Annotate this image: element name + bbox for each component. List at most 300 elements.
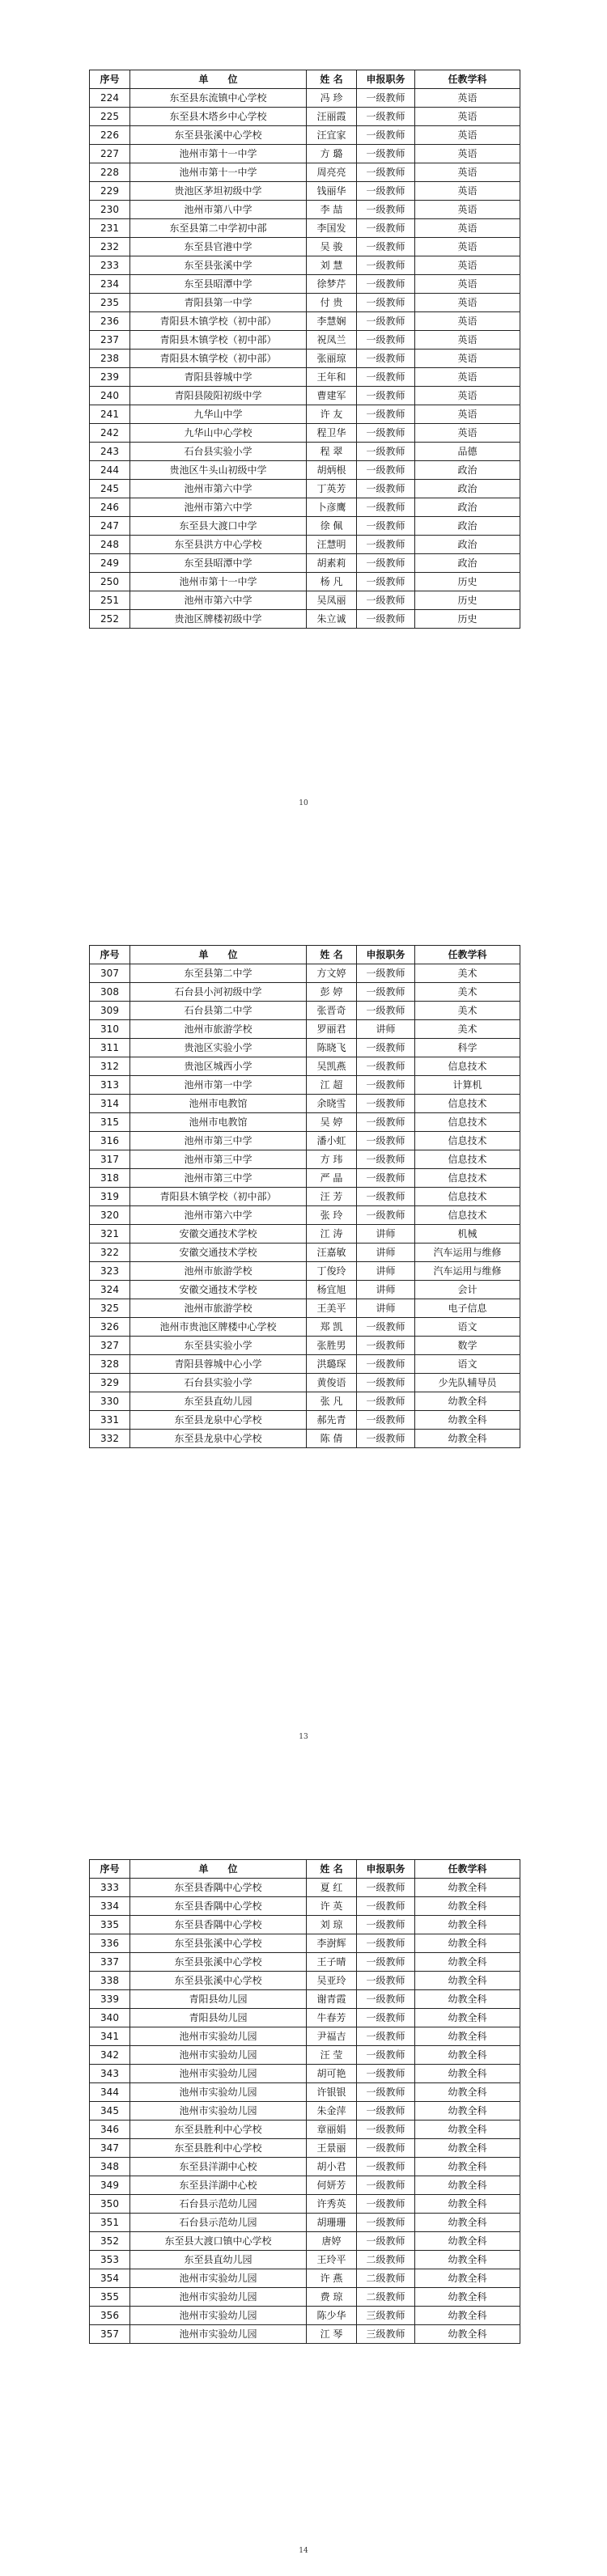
cell-name: 冯 珍 [307, 89, 357, 108]
header-name: 姓 名 [307, 946, 357, 964]
cell-subject: 英语 [415, 219, 520, 238]
cell-name: 李国发 [307, 219, 357, 238]
cell-seq-no: 244 [90, 461, 130, 480]
cell-unit: 池州市第十一中学 [130, 573, 307, 591]
cell-subject: 语文 [415, 1318, 520, 1337]
cell-unit: 东至县实验小学 [130, 1337, 307, 1355]
cell-subject: 幼教全科 [415, 1953, 520, 1972]
cell-rank: 一级教师 [357, 1318, 415, 1337]
cell-seq-no: 310 [90, 1020, 130, 1039]
table-row [90, 1879, 520, 1897]
cell-name: 严 晶 [307, 1169, 357, 1188]
table-row [90, 2083, 520, 2102]
cell-subject: 幼教全科 [415, 1897, 520, 1916]
cell-unit: 东至县第二中学初中部 [130, 219, 307, 238]
cell-seq-no: 340 [90, 2009, 130, 2027]
table-row [90, 145, 520, 163]
table-row [90, 368, 520, 387]
cell-subject: 历史 [415, 591, 520, 610]
cell-unit: 池州市实验幼儿园 [130, 2325, 307, 2344]
cell-unit: 青阳县陵阳初级中学 [130, 387, 307, 405]
cell-subject: 幼教全科 [415, 2102, 520, 2121]
cell-name: 曹建军 [307, 387, 357, 405]
cell-seq-no: 327 [90, 1337, 130, 1355]
cell-seq-no: 319 [90, 1188, 130, 1206]
cell-rank: 一级教师 [357, 1374, 415, 1392]
cell-seq-no: 320 [90, 1206, 130, 1225]
cell-unit: 石台县示范幼儿园 [130, 2214, 307, 2232]
cell-seq-no: 351 [90, 2214, 130, 2232]
cell-name: 李澍辉 [307, 1934, 357, 1953]
cell-unit: 贵池区牌楼初级中学 [130, 610, 307, 629]
cell-seq-no: 245 [90, 480, 130, 498]
header-seq-no: 序号 [90, 70, 130, 89]
header-rank: 申报职务 [357, 70, 415, 89]
table-row [90, 108, 520, 126]
cell-unit: 贵池区城西小学 [130, 1057, 307, 1076]
cell-name: 许 友 [307, 405, 357, 424]
cell-unit: 东至县张溪中心学校 [130, 1972, 307, 1990]
cell-subject: 英语 [415, 405, 520, 424]
cell-rank: 一级教师 [357, 238, 415, 256]
cell-name: 汪嘉敏 [307, 1244, 357, 1262]
table-row [90, 1057, 520, 1076]
cell-subject: 政治 [415, 498, 520, 517]
cell-subject: 信息技术 [415, 1132, 520, 1150]
cell-seq-no: 344 [90, 2083, 130, 2102]
cell-subject: 幼教全科 [415, 1972, 520, 1990]
table-row [90, 275, 520, 294]
cell-rank: 一级教师 [357, 1337, 415, 1355]
cell-name: 祝凤兰 [307, 331, 357, 350]
cell-rank: 三级教师 [357, 2307, 415, 2325]
cell-unit: 东至县洪方中心学校 [130, 536, 307, 554]
cell-subject: 幼教全科 [415, 1392, 520, 1411]
cell-subject: 幼教全科 [415, 2139, 520, 2158]
cell-subject: 政治 [415, 536, 520, 554]
cell-unit: 东至县洋湖中心校 [130, 2158, 307, 2176]
cell-subject: 英语 [415, 238, 520, 256]
cell-name: 江 超 [307, 1076, 357, 1095]
cell-seq-no: 241 [90, 405, 130, 424]
cell-name: 周亮亮 [307, 163, 357, 182]
cell-unit: 池州市实验幼儿园 [130, 2046, 307, 2065]
cell-name: 许秀英 [307, 2195, 357, 2214]
cell-seq-no: 356 [90, 2307, 130, 2325]
table-row [90, 1002, 520, 1020]
header-unit: 单 位 [130, 1860, 307, 1879]
cell-name: 胡炳根 [307, 461, 357, 480]
cell-seq-no: 240 [90, 387, 130, 405]
cell-subject: 语文 [415, 1355, 520, 1374]
roster-table [89, 1859, 520, 2344]
table-row [90, 498, 520, 517]
cell-seq-no: 346 [90, 2121, 130, 2139]
cell-unit: 池州市旅游学校 [130, 1020, 307, 1039]
cell-unit: 池州市第三中学 [130, 1132, 307, 1150]
table-row [90, 1411, 520, 1430]
cell-seq-no: 312 [90, 1057, 130, 1076]
cell-unit: 九华山中心学校 [130, 424, 307, 443]
cell-subject: 政治 [415, 554, 520, 573]
table-row [90, 2214, 520, 2232]
cell-unit: 石台县小河初级中学 [130, 983, 307, 1002]
table-row [90, 126, 520, 145]
cell-seq-no: 309 [90, 1002, 130, 1020]
cell-unit: 青阳县第一中学 [130, 294, 307, 312]
cell-name: 徐 佩 [307, 517, 357, 536]
cell-name: 唐婷 [307, 2232, 357, 2251]
cell-subject: 幼教全科 [415, 2288, 520, 2307]
table-row [90, 480, 520, 498]
cell-name: 汪 芳 [307, 1188, 357, 1206]
cell-seq-no: 230 [90, 201, 130, 219]
table-row [90, 2139, 520, 2158]
cell-seq-no: 229 [90, 182, 130, 201]
cell-subject: 汽车运用与维修 [415, 1244, 520, 1262]
cell-subject: 幼教全科 [415, 2195, 520, 2214]
cell-seq-no: 308 [90, 983, 130, 1002]
cell-seq-no: 236 [90, 312, 130, 331]
cell-subject: 政治 [415, 461, 520, 480]
table-row [90, 964, 520, 983]
cell-name: 吴凤丽 [307, 591, 357, 610]
table-row [90, 1972, 520, 1990]
table-row [90, 536, 520, 554]
table-row [90, 517, 520, 536]
cell-seq-no: 350 [90, 2195, 130, 2214]
cell-seq-no: 252 [90, 610, 130, 629]
cell-rank: 一级教师 [357, 591, 415, 610]
cell-subject: 幼教全科 [415, 2232, 520, 2251]
header-rank: 申报职务 [357, 946, 415, 964]
cell-name: 罗丽君 [307, 1020, 357, 1039]
cell-subject: 幼教全科 [415, 2083, 520, 2102]
table-row [90, 294, 520, 312]
cell-name: 陈少华 [307, 2307, 357, 2325]
document-page-1 [0, 0, 607, 858]
table-row [90, 573, 520, 591]
cell-seq-no: 231 [90, 219, 130, 238]
cell-seq-no: 226 [90, 126, 130, 145]
cell-unit: 东至县胜利中心学校 [130, 2121, 307, 2139]
cell-name: 吴亚玲 [307, 1972, 357, 1990]
cell-seq-no: 336 [90, 1934, 130, 1953]
cell-subject: 幼教全科 [415, 2325, 520, 2344]
cell-name: 王子晴 [307, 1953, 357, 1972]
cell-name: 王景丽 [307, 2139, 357, 2158]
cell-name: 王玲平 [307, 2251, 357, 2269]
header-subject: 任教学科 [415, 70, 520, 89]
cell-name: 吴 婷 [307, 1113, 357, 1132]
table-row [90, 1430, 520, 1448]
cell-subject: 幼教全科 [415, 1934, 520, 1953]
cell-rank: 一级教师 [357, 424, 415, 443]
table-row [90, 331, 520, 350]
cell-seq-no: 322 [90, 1244, 130, 1262]
cell-unit: 青阳县木镇学校（初中部） [130, 312, 307, 331]
cell-subject: 幼教全科 [415, 1430, 520, 1448]
document-page-2 [0, 914, 607, 1772]
table-row [90, 387, 520, 405]
table-row [90, 1113, 520, 1132]
table-row [90, 554, 520, 573]
cell-rank: 一级教师 [357, 294, 415, 312]
table-row [90, 89, 520, 108]
cell-rank: 一级教师 [357, 145, 415, 163]
cell-unit: 池州市实验幼儿园 [130, 2083, 307, 2102]
cell-subject: 幼教全科 [415, 2121, 520, 2139]
cell-name: 谢青霞 [307, 1990, 357, 2009]
header-subject: 任教学科 [415, 1860, 520, 1879]
cell-rank: 一级教师 [357, 461, 415, 480]
cell-unit: 东至县香隅中心学校 [130, 1897, 307, 1916]
cell-subject: 英语 [415, 387, 520, 405]
table-row [90, 350, 520, 368]
cell-rank: 一级教师 [357, 201, 415, 219]
table-row [90, 2195, 520, 2214]
cell-subject: 幼教全科 [415, 2065, 520, 2083]
cell-rank: 一级教师 [357, 312, 415, 331]
cell-seq-no: 232 [90, 238, 130, 256]
table-row [90, 1355, 520, 1374]
cell-name: 汪 莹 [307, 2046, 357, 2065]
cell-name: 江 琴 [307, 2325, 357, 2344]
cell-subject: 品德 [415, 443, 520, 461]
table-row [90, 1206, 520, 1225]
table-row [90, 1953, 520, 1972]
cell-rank: 一级教师 [357, 350, 415, 368]
cell-subject: 英语 [415, 182, 520, 201]
table-row [90, 1132, 520, 1150]
cell-unit: 东至县东流镇中心学校 [130, 89, 307, 108]
cell-unit: 东至县昭潭中学 [130, 554, 307, 573]
cell-seq-no: 332 [90, 1430, 130, 1448]
cell-rank: 一级教师 [357, 2083, 415, 2102]
cell-unit: 东至县张溪中心学校 [130, 1953, 307, 1972]
cell-seq-no: 342 [90, 2046, 130, 2065]
cell-name: 牛春芳 [307, 2009, 357, 2027]
cell-rank: 一级教师 [357, 1355, 415, 1374]
cell-seq-no: 328 [90, 1355, 130, 1374]
cell-unit: 青阳县幼儿园 [130, 2009, 307, 2027]
cell-seq-no: 331 [90, 1411, 130, 1430]
cell-name: 刘 琼 [307, 1916, 357, 1934]
cell-subject: 幼教全科 [415, 1879, 520, 1897]
cell-unit: 石台县示范幼儿园 [130, 2195, 307, 2214]
cell-rank: 一级教师 [357, 964, 415, 983]
cell-rank: 一级教师 [357, 1188, 415, 1206]
table-row [90, 2102, 520, 2121]
cell-name: 王年和 [307, 368, 357, 387]
cell-name: 李 喆 [307, 201, 357, 219]
cell-seq-no: 335 [90, 1916, 130, 1934]
cell-unit: 池州市第十一中学 [130, 163, 307, 182]
table-row [90, 1337, 520, 1355]
cell-rank: 二级教师 [357, 2251, 415, 2269]
cell-rank: 一级教师 [357, 2121, 415, 2139]
cell-name: 郝先青 [307, 1411, 357, 1430]
cell-rank: 讲师 [357, 1299, 415, 1318]
cell-seq-no: 242 [90, 424, 130, 443]
cell-name: 张 玲 [307, 1206, 357, 1225]
cell-unit: 东至县龙泉中心学校 [130, 1430, 307, 1448]
table-row [90, 983, 520, 1002]
cell-rank: 一级教师 [357, 2046, 415, 2065]
cell-seq-no: 234 [90, 275, 130, 294]
cell-subject: 幼教全科 [415, 2027, 520, 2046]
cell-unit: 东至县洋湖中心校 [130, 2176, 307, 2195]
cell-seq-no: 333 [90, 1879, 130, 1897]
cell-seq-no: 251 [90, 591, 130, 610]
table-row [90, 1150, 520, 1169]
cell-rank: 一级教师 [357, 517, 415, 536]
cell-subject: 美术 [415, 1002, 520, 1020]
cell-seq-no: 225 [90, 108, 130, 126]
document-page-3 [0, 1828, 607, 2576]
cell-unit: 安徽交通技术学校 [130, 1225, 307, 1244]
cell-subject: 汽车运用与维修 [415, 1262, 520, 1281]
cell-unit: 东至县大渡口镇中心学校 [130, 2232, 307, 2251]
cell-rank: 一级教师 [357, 1897, 415, 1916]
cell-name: 洪璐琛 [307, 1355, 357, 1374]
cell-unit: 池州市第六中学 [130, 591, 307, 610]
header-seq-no: 序号 [90, 946, 130, 964]
cell-unit: 池州市实验幼儿园 [130, 2027, 307, 2046]
cell-rank: 一级教师 [357, 387, 415, 405]
cell-unit: 池州市第六中学 [130, 480, 307, 498]
table-row [90, 1897, 520, 1916]
table-row [90, 1076, 520, 1095]
cell-unit: 青阳县蓉城中心小学 [130, 1355, 307, 1374]
cell-unit: 池州市实验幼儿园 [130, 2102, 307, 2121]
cell-name: 张 凡 [307, 1392, 357, 1411]
cell-subject: 数学 [415, 1337, 520, 1355]
cell-name: 张胜男 [307, 1337, 357, 1355]
cell-rank: 一级教师 [357, 108, 415, 126]
table-row [90, 1039, 520, 1057]
cell-name: 黄俊语 [307, 1374, 357, 1392]
cell-rank: 一级教师 [357, 1076, 415, 1095]
cell-rank: 一级教师 [357, 182, 415, 201]
table-row [90, 2176, 520, 2195]
cell-name: 吴凯燕 [307, 1057, 357, 1076]
cell-name: 卜彦鹰 [307, 498, 357, 517]
cell-rank: 二级教师 [357, 2269, 415, 2288]
cell-subject: 少先队辅导员 [415, 1374, 520, 1392]
cell-rank: 一级教师 [357, 498, 415, 517]
cell-unit: 石台县第二中学 [130, 1002, 307, 1020]
cell-name: 陈 倩 [307, 1430, 357, 1448]
cell-name: 方 玮 [307, 1150, 357, 1169]
cell-seq-no: 337 [90, 1953, 130, 1972]
table-row [90, 163, 520, 182]
cell-rank: 一级教师 [357, 256, 415, 275]
cell-unit: 九华山中学 [130, 405, 307, 424]
header-seq-no: 序号 [90, 1860, 130, 1879]
cell-seq-no: 228 [90, 163, 130, 182]
table-row [90, 461, 520, 480]
table-row [90, 2158, 520, 2176]
cell-name: 何妍芳 [307, 2176, 357, 2195]
cell-unit: 池州市实验幼儿园 [130, 2288, 307, 2307]
cell-name: 朱金萍 [307, 2102, 357, 2121]
table-row [90, 2269, 520, 2288]
cell-subject: 幼教全科 [415, 2251, 520, 2269]
header-row [90, 1860, 520, 1879]
cell-seq-no: 349 [90, 2176, 130, 2195]
cell-rank: 一级教师 [357, 2232, 415, 2251]
cell-unit: 池州市第一中学 [130, 1076, 307, 1095]
table-row [90, 591, 520, 610]
cell-name: 吴 骏 [307, 238, 357, 256]
cell-seq-no: 357 [90, 2325, 130, 2344]
cell-unit: 东至县直幼儿园 [130, 2251, 307, 2269]
cell-rank: 一级教师 [357, 163, 415, 182]
cell-rank: 一级教师 [357, 2158, 415, 2176]
table-row [90, 312, 520, 331]
cell-rank: 一级教师 [357, 1392, 415, 1411]
cell-seq-no: 238 [90, 350, 130, 368]
cell-unit: 东至县直幼儿园 [130, 1392, 307, 1411]
cell-name: 潘小虹 [307, 1132, 357, 1150]
cell-rank: 一级教师 [357, 1169, 415, 1188]
cell-rank: 一级教师 [357, 1953, 415, 1972]
cell-subject: 幼教全科 [415, 1990, 520, 2009]
table-row [90, 1169, 520, 1188]
cell-rank: 一级教师 [357, 275, 415, 294]
cell-subject: 科学 [415, 1039, 520, 1057]
cell-seq-no: 330 [90, 1392, 130, 1411]
cell-unit: 池州市实验幼儿园 [130, 2307, 307, 2325]
cell-subject: 政治 [415, 517, 520, 536]
table-row [90, 610, 520, 629]
cell-rank: 一级教师 [357, 1039, 415, 1057]
cell-rank: 一级教师 [357, 2065, 415, 2083]
cell-subject: 幼教全科 [415, 1916, 520, 1934]
cell-name: 丁俊玲 [307, 1262, 357, 1281]
cell-seq-no: 323 [90, 1262, 130, 1281]
cell-rank: 一级教师 [357, 1879, 415, 1897]
table-row [90, 424, 520, 443]
cell-unit: 池州市旅游学校 [130, 1299, 307, 1318]
cell-name: 汪宜家 [307, 126, 357, 145]
header-row [90, 70, 520, 89]
cell-subject: 英语 [415, 350, 520, 368]
cell-rank: 一级教师 [357, 536, 415, 554]
cell-subject: 信息技术 [415, 1113, 520, 1132]
cell-rank: 一级教师 [357, 1150, 415, 1169]
cell-seq-no: 249 [90, 554, 130, 573]
cell-name: 程卫华 [307, 424, 357, 443]
table-row [90, 2325, 520, 2344]
table-row [90, 1392, 520, 1411]
page-number: 13 [299, 1733, 308, 1741]
cell-subject: 信息技术 [415, 1206, 520, 1225]
cell-rank: 一级教师 [357, 1113, 415, 1132]
cell-seq-no: 338 [90, 1972, 130, 1990]
cell-rank: 一级教师 [357, 1095, 415, 1113]
cell-seq-no: 314 [90, 1095, 130, 1113]
cell-subject: 英语 [415, 312, 520, 331]
cell-unit: 石台县实验小学 [130, 1374, 307, 1392]
cell-name: 张丽琼 [307, 350, 357, 368]
cell-rank: 一级教师 [357, 368, 415, 387]
roster-table [89, 70, 520, 629]
cell-name: 杨 凡 [307, 573, 357, 591]
cell-subject: 英语 [415, 108, 520, 126]
cell-rank: 一级教师 [357, 573, 415, 591]
